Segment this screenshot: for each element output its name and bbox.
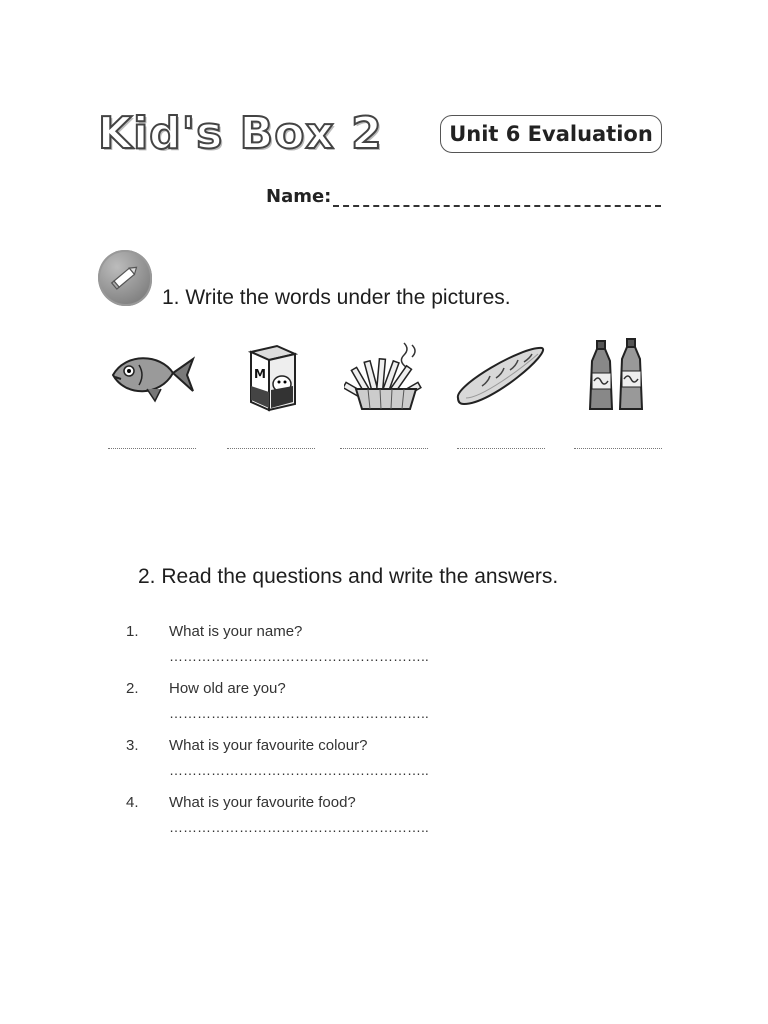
kids-box-logo: Kid's Box 2 — [98, 108, 383, 159]
bottles-icon — [584, 337, 656, 413]
answer-line[interactable]: ……………………………………………….. — [169, 762, 429, 778]
pencil-icon — [108, 260, 142, 294]
unit-title-box — [440, 115, 662, 153]
question-item — [126, 791, 526, 848]
answer-line-4[interactable] — [457, 447, 545, 449]
picture-milk — [222, 335, 322, 415]
name-field-row — [266, 186, 661, 207]
answer-line-2[interactable] — [227, 447, 315, 449]
picture-row — [100, 335, 670, 455]
question-text: How old are you? — [169, 680, 286, 697]
answer-line[interactable]: ……………………………………………….. — [169, 648, 429, 664]
question-text: What is your favourite food? — [169, 794, 356, 811]
picture-drinks — [570, 335, 670, 415]
question-item — [126, 620, 526, 677]
pencil-badge — [98, 250, 152, 306]
answer-line-3[interactable] — [340, 447, 428, 449]
answer-line[interactable]: ……………………………………………….. — [169, 819, 429, 835]
section-2-title: 2. Read the questions and write the answers. — [138, 565, 559, 588]
fries-icon — [344, 339, 428, 411]
question-item — [126, 734, 526, 791]
section-1-title: 1. Write the words under the pictures. — [162, 286, 511, 309]
name-answer-line[interactable] — [333, 189, 661, 207]
question-item — [126, 677, 526, 734]
answer-line-5[interactable] — [574, 447, 662, 449]
unit-title: Unit 6 Evaluation — [449, 122, 653, 146]
fish-icon — [105, 345, 195, 405]
question-number: 3. — [126, 737, 139, 754]
question-text: What is your favourite colour? — [169, 737, 368, 754]
milk-carton-icon — [237, 338, 307, 412]
question-text: What is your name? — [169, 623, 303, 640]
answer-line-1[interactable] — [108, 447, 196, 449]
question-list — [126, 620, 526, 848]
question-number: 1. — [126, 623, 139, 640]
picture-fries — [336, 335, 436, 415]
bread-icon — [452, 342, 552, 408]
name-label: Name: — [266, 186, 332, 207]
picture-fish — [100, 335, 200, 415]
picture-bread — [452, 335, 552, 415]
question-number: 4. — [126, 794, 139, 811]
svg-text:M: M — [254, 367, 266, 381]
answer-line[interactable]: ……………………………………………….. — [169, 705, 429, 721]
question-number: 2. — [126, 680, 139, 697]
